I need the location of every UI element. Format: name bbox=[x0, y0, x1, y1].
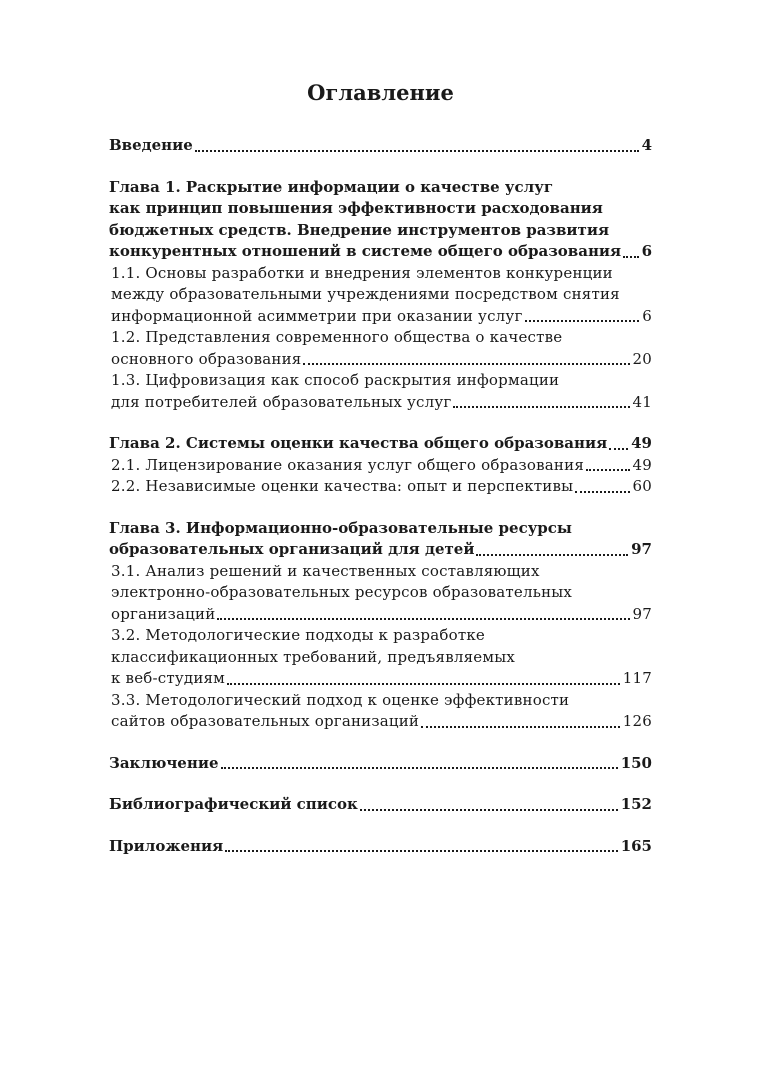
chapter-title-line: конкурентных отношений в системе общего образования bbox=[109, 242, 622, 260]
dot-leader bbox=[453, 392, 629, 409]
page-number: 6 bbox=[642, 306, 652, 325]
toc-section bbox=[109, 518, 652, 733]
toc-section bbox=[109, 836, 652, 858]
page-number: 152 bbox=[620, 795, 652, 813]
subsection-title-line: 1.1. Основы разработки и внедрения элементов конкуренции bbox=[111, 263, 613, 282]
subsection-title-line: организаций bbox=[111, 604, 216, 623]
chapter-title-line: как принцип повышения эффективности расходования bbox=[109, 199, 603, 217]
subsection-title-line: информационной асимметрии при оказании услуг bbox=[111, 306, 523, 325]
dot-leader bbox=[586, 455, 630, 472]
subsection-title-line: сайтов образовательных организаций bbox=[111, 712, 420, 730]
dot-leader bbox=[360, 794, 618, 811]
dot-leader bbox=[221, 753, 618, 770]
dot-leader bbox=[225, 836, 617, 853]
chapter-entry[interactable] bbox=[109, 518, 652, 561]
subsection-entry[interactable] bbox=[109, 561, 652, 626]
subsection-title-line: основного образования bbox=[111, 349, 302, 368]
chapter-row bbox=[109, 135, 652, 157]
chapter-row bbox=[109, 753, 652, 775]
page-number: 6 bbox=[641, 242, 652, 260]
toc-section bbox=[109, 433, 652, 498]
subsection-title-line: классификационных требований, предъявляемых bbox=[111, 647, 515, 666]
subsection-row bbox=[109, 711, 652, 733]
dot-leader bbox=[623, 241, 638, 258]
page-number: 49 bbox=[631, 434, 652, 452]
subsection-entry[interactable] bbox=[109, 370, 652, 413]
subsection-entry[interactable] bbox=[109, 455, 652, 477]
dot-leader bbox=[575, 476, 629, 493]
subsection-title-line: для потребителей образовательных услуг bbox=[111, 392, 452, 411]
toc-section bbox=[109, 135, 652, 157]
subsection-title-line: электронно-образовательных ресурсов образовательных bbox=[111, 583, 573, 601]
subsection-row bbox=[109, 668, 652, 690]
chapter-title-line: Заключение bbox=[109, 753, 219, 772]
chapter-entry[interactable] bbox=[109, 433, 652, 455]
dot-leader bbox=[421, 711, 620, 728]
subsection-row bbox=[109, 392, 652, 414]
subsection-row bbox=[109, 604, 652, 626]
page-title: Оглавление bbox=[307, 80, 454, 105]
chapter-title-line: Глава 3. Информационно-образовательные ресурсы bbox=[109, 518, 572, 537]
chapter-title-line: Библиографический список bbox=[109, 795, 358, 813]
toc-section bbox=[109, 177, 652, 414]
subsection-entry[interactable] bbox=[109, 263, 652, 328]
page-number: 60 bbox=[632, 477, 652, 495]
chapter-row bbox=[109, 433, 652, 455]
chapter-row bbox=[109, 794, 652, 816]
subsection-title-line: 3.3. Методологический подход к оценке эффективности bbox=[111, 690, 570, 709]
chapter-title-line: Введение bbox=[109, 136, 193, 154]
subsection-title-line: 2.1. Лицензирование оказания услуг общего образования bbox=[111, 455, 584, 474]
chapter-entry[interactable] bbox=[109, 135, 652, 157]
subsection-entry[interactable] bbox=[109, 690, 652, 733]
page-number: 150 bbox=[620, 753, 652, 772]
chapter-title-line: бюджетных средств. Внедрение инструментов развития bbox=[109, 220, 610, 239]
table-of-contents bbox=[109, 135, 652, 857]
subsection-title-line: 3.2. Методологические подходы к разработке bbox=[111, 626, 485, 644]
dot-leader bbox=[195, 135, 639, 152]
subsection-title-line: 2.2. Независимые оценки качества: опыт и перспективы bbox=[111, 477, 574, 495]
subsection-title-line: 3.1. Анализ решений и качественных составляющих bbox=[111, 561, 540, 580]
chapter-title-line: Глава 1. Раскрытие информации о качестве услуг bbox=[109, 177, 554, 196]
subsection-row bbox=[109, 349, 652, 371]
page-number: 97 bbox=[631, 540, 652, 558]
chapter-title-line: образовательных организаций для детей bbox=[109, 540, 475, 558]
page-number: 117 bbox=[622, 669, 652, 687]
page-number: 4 bbox=[641, 136, 652, 154]
dot-leader bbox=[476, 539, 628, 556]
toc-section bbox=[109, 794, 652, 816]
subsection-entry[interactable] bbox=[109, 327, 652, 370]
chapter-row bbox=[109, 539, 652, 561]
chapter-entry[interactable] bbox=[109, 177, 652, 263]
dot-leader bbox=[217, 604, 629, 621]
page-number: 41 bbox=[632, 392, 652, 411]
subsection-entry[interactable] bbox=[109, 625, 652, 690]
subsection-title-line: между образовательными учреждениями посредством снятия bbox=[111, 285, 620, 303]
chapter-entry[interactable] bbox=[109, 794, 652, 816]
chapter-row bbox=[109, 836, 652, 858]
page-number: 97 bbox=[632, 604, 652, 623]
chapter-entry[interactable] bbox=[109, 836, 652, 858]
chapter-title-line: Глава 2. Системы оценки качества общего образования bbox=[109, 434, 608, 452]
subsection-title-line: 1.3. Цифровизация как способ раскрытия информации bbox=[111, 371, 560, 389]
chapter-title-line: Приложения bbox=[109, 836, 224, 855]
subsection-title-line: к веб-студиям bbox=[111, 669, 226, 687]
page-number: 126 bbox=[622, 712, 652, 730]
dot-leader bbox=[227, 668, 620, 685]
subsection-row bbox=[109, 476, 652, 498]
chapter-row bbox=[109, 241, 652, 263]
toc-section bbox=[109, 753, 652, 775]
dot-leader bbox=[525, 306, 640, 323]
subsection-row bbox=[109, 455, 652, 477]
subsection-entry[interactable] bbox=[109, 476, 652, 498]
dot-leader bbox=[609, 433, 628, 450]
page-number: 20 bbox=[632, 349, 652, 368]
chapter-entry[interactable] bbox=[109, 753, 652, 775]
page-number: 165 bbox=[620, 836, 652, 855]
page-number: 49 bbox=[632, 455, 652, 474]
subsection-row bbox=[109, 306, 652, 328]
subsection-title-line: 1.2. Представления современного общества о качестве bbox=[111, 328, 563, 346]
dot-leader bbox=[303, 349, 629, 366]
